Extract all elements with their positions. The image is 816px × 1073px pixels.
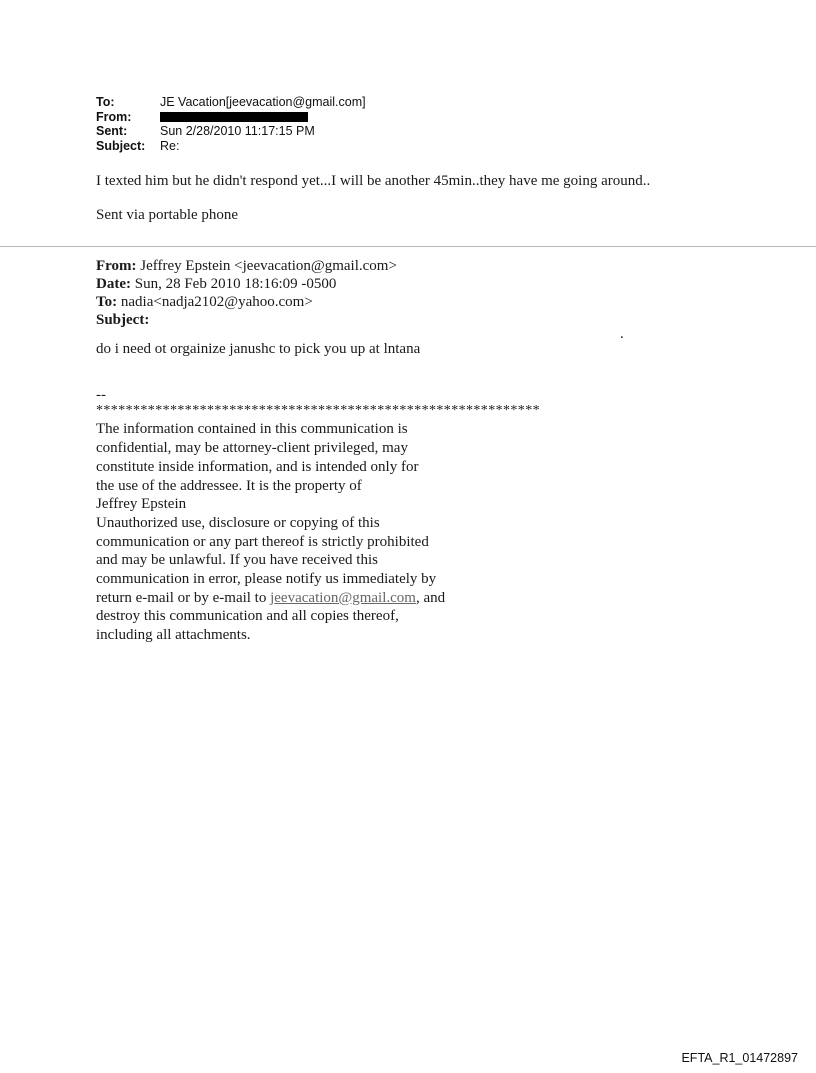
stray-dot: . [620, 326, 624, 342]
sig-line: The information contained in this communication is [96, 421, 408, 438]
forwarded-body: do i need ot orgainize janushc to pick you up at lntana [96, 341, 421, 357]
fwd-subject-label: Subject: [96, 312, 150, 328]
message-divider [0, 246, 816, 247]
sent-value: Sun 2/28/2010 11:17:15 PM [160, 124, 315, 138]
sig-line-with-link [96, 589, 540, 608]
sent-row [96, 124, 366, 139]
to-label: To: [96, 95, 115, 109]
sent-label: Sent: [96, 124, 128, 138]
sig-line: destroy this communication and all copies thereof, [96, 608, 399, 625]
sig-line: confidential, may be attorney-client privileged, may [96, 440, 408, 457]
fwd-subject-row [96, 311, 397, 329]
email-link[interactable]: jeevacation@gmail.com [270, 589, 416, 606]
fwd-date-label: Date: [96, 276, 131, 292]
sig-stars: ************************************************************ [96, 402, 540, 418]
fwd-from-row [96, 257, 397, 275]
to-row [96, 95, 366, 110]
sig-line: communication or any part thereof is strictly prohibited [96, 533, 429, 550]
from-row [96, 110, 366, 125]
forwarded-header [96, 257, 397, 329]
subject-row [96, 139, 366, 154]
sig-line: constitute inside information, and is intended only for [96, 458, 419, 475]
redaction-bar [160, 112, 308, 122]
reply-text: I texted him but he didn't respond yet...I will be another 45min..they have me going around.. [96, 173, 651, 189]
sig-line: Jeffrey Epstein [96, 496, 187, 513]
to-value: JE Vacation[jeevacation@gmail.com] [160, 95, 366, 109]
sig-line: including all attachments. [96, 627, 251, 644]
from-label: From: [96, 109, 132, 124]
fwd-from-value: Jeffrey Epstein <jeevacation@gmail.com> [140, 258, 397, 274]
fwd-to-row [96, 293, 397, 311]
subject-value: Re: [160, 138, 180, 153]
fwd-to-label: To: [96, 294, 118, 310]
sig-line: Unauthorized use, disclosure or copying of this [96, 514, 380, 531]
sig-line: communication in error, please notify us immediately by [96, 571, 437, 588]
fwd-from-label: From: [96, 258, 137, 274]
confidentiality-signature [96, 386, 540, 645]
fwd-date-value: Sun, 28 Feb 2010 18:16:09 -0500 [134, 276, 337, 292]
fwd-date-row [96, 275, 397, 293]
sig-line: and may be unlawful. If you have received this [96, 552, 378, 569]
document-id: EFTA_R1_01472897 [681, 1051, 798, 1065]
subject-label: Subject: [96, 138, 146, 153]
fwd-to-value: nadia<nadja2102@yahoo.com> [120, 294, 313, 310]
reply-signoff: Sent via portable phone [96, 207, 239, 223]
sig-line-prefix: return e-mail or by e-mail to [96, 589, 271, 606]
sig-line-suffix: , and [415, 589, 446, 606]
sig-dashes: -- [96, 387, 106, 403]
sig-line: the use of the addressee. It is the property of [96, 477, 362, 494]
email-header [96, 95, 366, 153]
